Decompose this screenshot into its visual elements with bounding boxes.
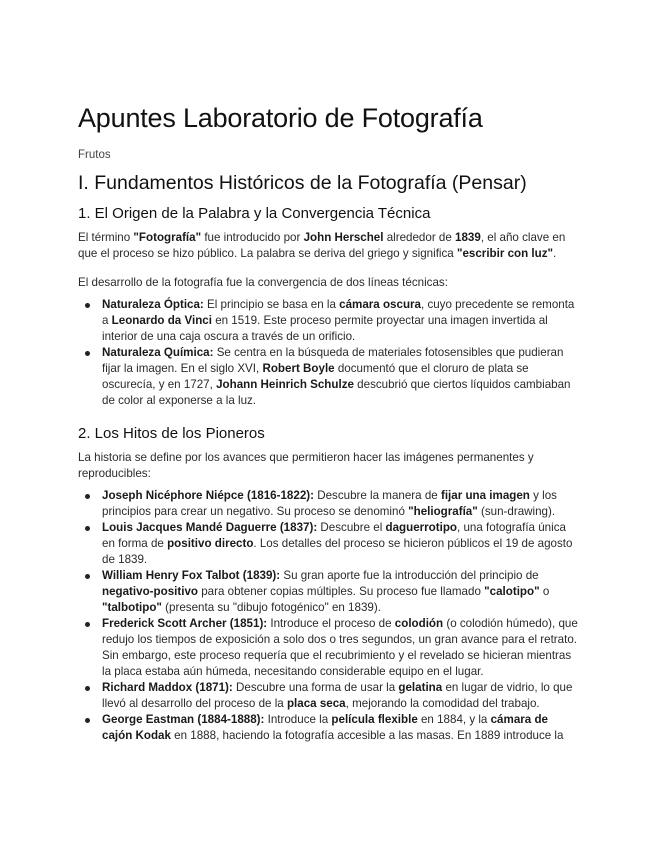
bold-text: colodión xyxy=(394,617,444,630)
bold-text: George Eastman (1884-1888): xyxy=(102,713,265,726)
bullet-icon xyxy=(85,574,90,579)
bold-text: negativo-positivo xyxy=(102,585,198,598)
bullet-icon xyxy=(85,686,90,691)
bold-text: cámara oscura xyxy=(339,298,421,311)
document-subtitle: Frutos xyxy=(78,149,111,161)
bold-text: daguerrotipo xyxy=(385,521,458,534)
subsection-heading-origin: 1. El Origen de la Palabra y la Convergencia Técnica xyxy=(78,205,431,222)
bold-text: Leonardo da Vinci xyxy=(111,314,212,327)
bullet-icon xyxy=(85,351,90,356)
bold-text: cámara de cajón Kodak xyxy=(102,713,548,742)
list-item: Joseph Nicéphore Niépce (1816-1822): Descubre la manera de fijar una imagen y los principios para crear un negativo. Su proceso se denominó "heliografía" (sun-drawing). xyxy=(78,488,578,520)
subsection-heading-pioneers: 2. Los Hitos de los Pioneros xyxy=(78,425,265,442)
bullet-icon xyxy=(85,494,90,499)
bold-text: Johann Heinrich Schulze xyxy=(216,378,354,391)
bold-text: Naturaleza Química: xyxy=(102,346,214,359)
bold-text: Joseph Nicéphore Niépce (1816-1822): xyxy=(102,489,314,502)
bold-text: "escribir con luz" xyxy=(456,247,554,260)
list-item: Naturaleza Óptica: El principio se basa en la cámara oscura, cuyo precedente se remonta a Leonardo da Vinci en 1519. Este proceso permite proyectar una imagen invertida al interior de una caja oscura a través de un orificio. xyxy=(78,297,578,345)
list-item: Naturaleza Química: Se centra en la búsqueda de materiales fotosensibles que pudieran fijar la imagen. En el siglo XVI, Robert Boyle documentó que el cloruro de plata se oscurecía, y en 1727, Johann Heinrich Schulze descubrió que ciertos líquidos cambiaban de color al exponerse a la luz. xyxy=(78,345,578,409)
bullet-icon xyxy=(85,526,90,531)
bold-text: fijar una imagen xyxy=(440,489,530,502)
bold-text: Frederick Scott Archer (1851): xyxy=(102,617,268,630)
bold-text: "talbotipo" xyxy=(102,601,162,614)
bold-text: Robert Boyle xyxy=(262,362,335,375)
list-item: Louis Jacques Mandé Daguerre (1837): Descubre el daguerrotipo, una fotografía única en forma de positivo directo. Los detalles del proceso se hicieron públicos el 19 de agosto de 1839. xyxy=(78,520,578,568)
bold-text: "heliografía" xyxy=(408,505,478,518)
bold-text: Louis Jacques Mandé Daguerre (1837): xyxy=(102,521,318,534)
list-item: George Eastman (1884-1888): Introduce la película flexible en 1884, y la cámara de cajón Kodak en 1888, haciendo la fotografía accesible a las masas. En 1889 introduce la xyxy=(78,712,578,744)
paragraph-pioneers-intro: La historia se define por los avances que permitieron hacer las imágenes permanentes y reproducibles: xyxy=(78,451,534,480)
list-item: William Henry Fox Talbot (1839): Su gran aporte fue la introducción del principio de negativo-positivo para obtener copias múltiples. Su proceso fue llamado "calotipo" o "talbotipo" (presenta su "dibujo fotogénico" en 1839). xyxy=(78,568,578,616)
bullet-icon xyxy=(85,303,90,308)
bold-text: "calotipo" xyxy=(484,585,540,598)
list-item: Frederick Scott Archer (1851): Introduce el proceso de colodión (o colodión húmedo), que redujo los tiempos de exposición a solo dos o tres segundos, un gran avance para el retrato. Sin embargo, este proceso requería que el recubrimiento y el revelado se hicieran mientras la placa estaba aún húmeda, necesitando considerable equipo en el lugar. xyxy=(78,616,578,680)
bold-text: película flexible xyxy=(331,713,418,726)
document-title: Apuntes Laboratorio de Fotografía xyxy=(78,103,483,133)
paragraph-convergence: El desarrollo de la fotografía fue la convergencia de dos líneas técnicas: xyxy=(78,276,448,289)
list-technical-lines xyxy=(78,297,578,409)
bullet-icon xyxy=(85,718,90,723)
bullet-icon xyxy=(85,622,90,627)
bold-text: Naturaleza Óptica: xyxy=(102,298,204,311)
bold-text: placa seca xyxy=(286,697,346,710)
list-item: Richard Maddox (1871): Descubre una forma de usar la gelatina en lugar de vidrio, lo que llevó al desarrollo del proceso de la placa seca, mejorando la comodidad del trabajo. xyxy=(78,680,578,712)
paragraph-term-origin: El término "Fotografía" fue introducido por John Herschel alrededor de 1839, el año clave en que el proceso se hizo público. La palabra se deriva del griego y significa "escribir con luz". xyxy=(78,231,566,260)
bold-text: William Henry Fox Talbot (1839): xyxy=(102,569,281,582)
list-pioneers xyxy=(78,488,578,744)
bold-text: 1839 xyxy=(455,231,481,244)
bold-text: Richard Maddox (1871): xyxy=(102,681,233,694)
bold-text: gelatina xyxy=(398,681,443,694)
section-heading: I. Fundamentos Históricos de la Fotografía (Pensar) xyxy=(78,172,527,194)
bold-text: positivo directo xyxy=(167,537,254,550)
bold-text: John Herschel xyxy=(303,231,384,244)
bold-text: "Fotografía" xyxy=(133,231,202,244)
